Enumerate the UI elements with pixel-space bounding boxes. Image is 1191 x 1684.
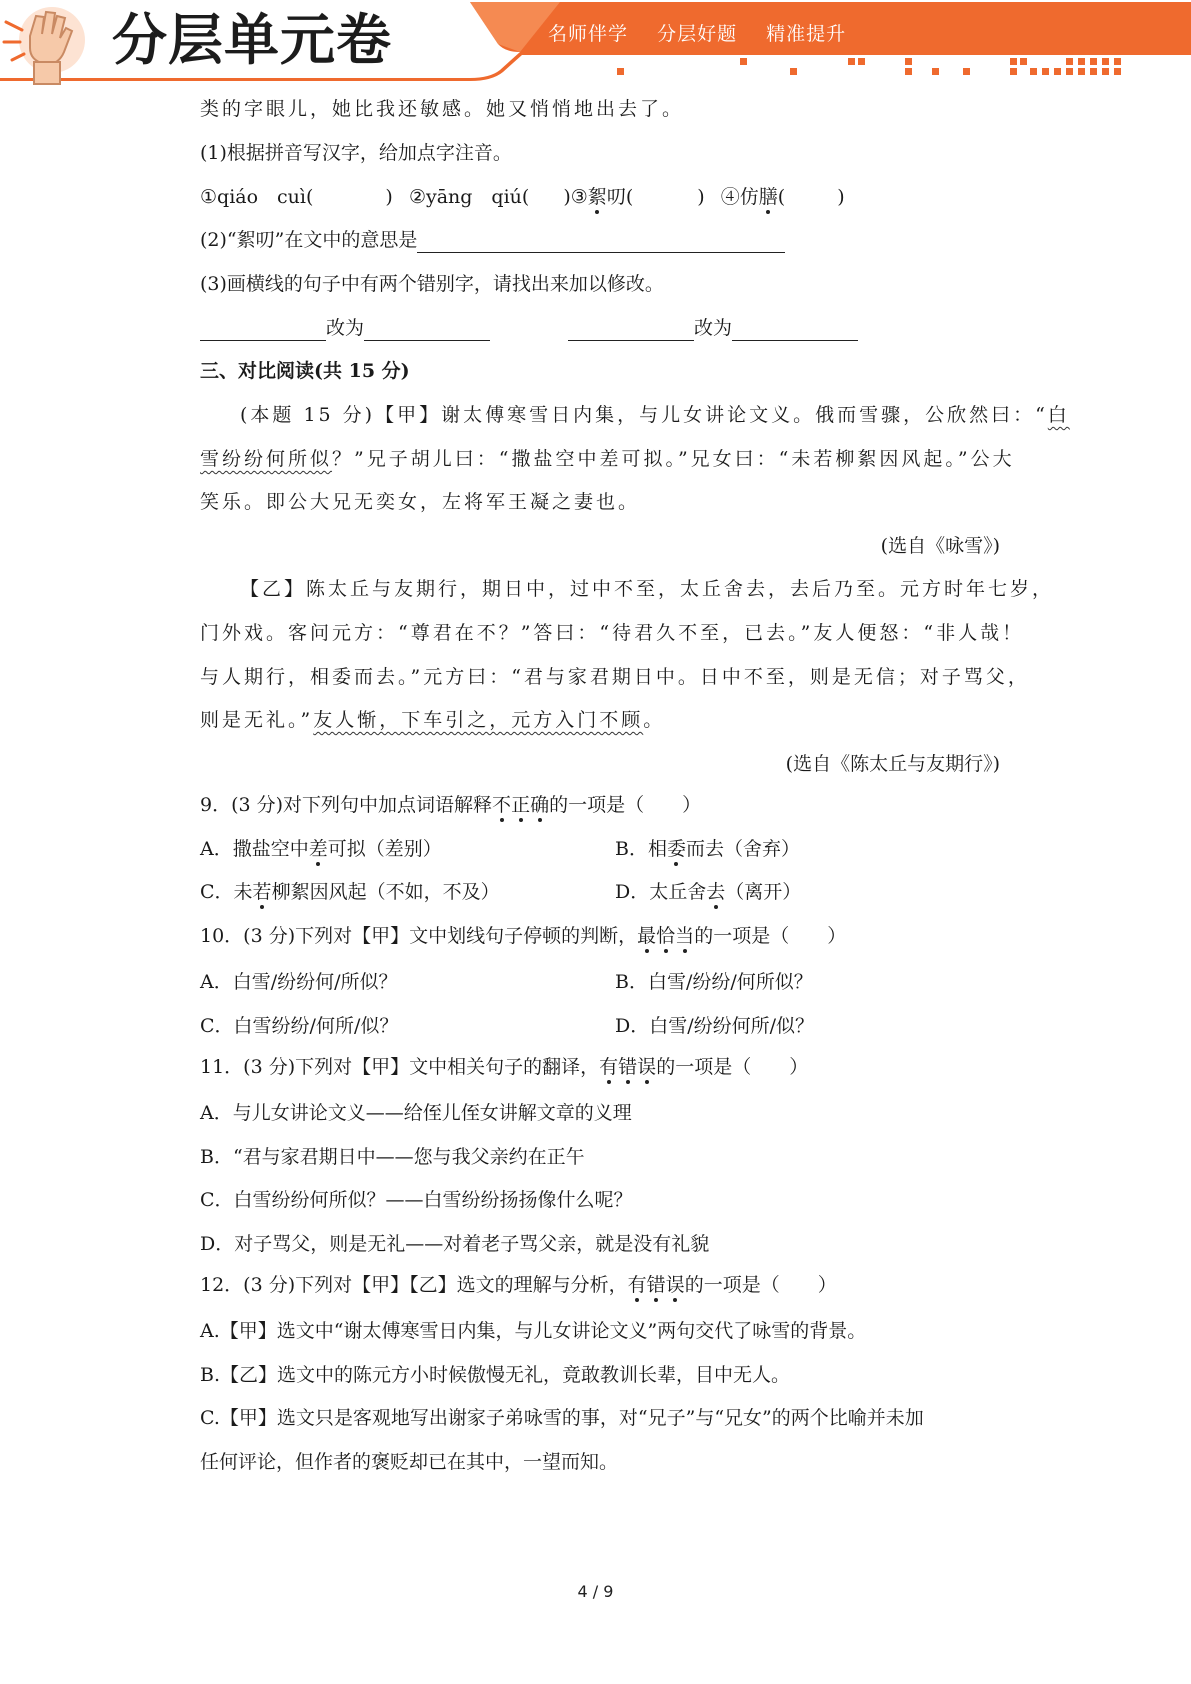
option-10b[interactable]: B．白雪/纷纷/何所似？ xyxy=(615,971,813,993)
dotted-text xyxy=(628,1274,685,1296)
slogan-item: 分层好题 xyxy=(657,23,738,45)
dotted-char: 委 xyxy=(666,838,686,860)
underlined-sentence: 友人惭，下车引之，元方入门不顾 xyxy=(313,709,644,731)
answer-blank[interactable] xyxy=(732,320,858,341)
option-10a[interactable]: A．白雪/纷纷何/所似？ xyxy=(200,971,398,993)
header-slogan xyxy=(548,19,868,46)
hand-icon xyxy=(4,7,85,84)
dotted-char: 去 xyxy=(706,881,726,903)
question-9: 9．(3 分)对下列句中加点词语解释不正确的一项是（ ） xyxy=(200,794,702,816)
option-12c[interactable]: C.【甲】选文只是客观地写出谢家子弟咏雪的事，对“兄子”与“兄女”的两个比喻并未加 xyxy=(200,1407,924,1429)
dotted-char: 不 xyxy=(492,794,512,816)
passage-yi-line: 【乙】陈太丘与友期行，期日中，过中不至，太丘舍去，去后乃至。元方时年七岁， xyxy=(240,578,1055,600)
passage-yi-line: 与人期行，相委而去。”元方曰：“君与家君期日中。日中不至，则是无信；对子骂父， xyxy=(200,666,1030,688)
dotted-char: 有 xyxy=(599,1056,619,1078)
dotted-char: 絮 xyxy=(587,186,607,208)
page-number: 4 / 9 xyxy=(577,1582,614,1601)
question-12: 12．(3 分)下列对【甲】【乙】选文的理解与分析，有错误的一项是（ ） xyxy=(200,1274,837,1296)
dotted-char: 恰 xyxy=(656,925,676,947)
passage-yi-line: 则是无礼。”友人惭，下车引之，元方入门不顾。 xyxy=(200,709,666,731)
answer-blank[interactable] xyxy=(200,320,326,341)
item-d: ④仿 xyxy=(720,186,759,208)
dotted-text xyxy=(492,794,549,816)
source-citation: (选自《陈太丘与友期行》) xyxy=(785,753,1000,775)
passage-jia-line: 雪纷纷何所似？”兄子胡儿曰：“撒盐空中差可拟。”兄女曰：“未若柳絮因风起。”公大 xyxy=(200,448,1015,470)
underlined-sentence: 雪纷纷何所似 xyxy=(200,448,333,470)
option-9a[interactable]: A．撒盐空中差可拟（差别） xyxy=(200,838,442,860)
option-12a[interactable]: A.【甲】选文中“谢太傅寒雪日内集，与儿女讲论文义”两句交代了咏雪的背景。 xyxy=(200,1320,867,1342)
option-12c-continued: 任何评论，但作者的褒贬却已在其中，一望而知。 xyxy=(200,1451,619,1473)
answer-blank[interactable] xyxy=(568,320,694,341)
option-11d[interactable]: D．对子骂父，则是无礼——对着老子骂父亲，就是没有礼貌 xyxy=(200,1233,710,1255)
dotted-char: 正 xyxy=(511,794,531,816)
item-b: ②yāng qiú( xyxy=(408,186,530,208)
answer-blank[interactable] xyxy=(417,232,785,253)
option-10c[interactable]: C．白雪纷纷/何所/似？ xyxy=(200,1015,399,1037)
option-9c[interactable]: C．未若柳絮因风起（不如，不及） xyxy=(200,881,500,903)
decor-squares xyxy=(617,58,1121,75)
question-10: 10．(3 分)下列对【甲】文中划线句子停顿的判断，最恰当的一项是（ ） xyxy=(200,925,847,947)
dotted-char: 最 xyxy=(637,925,657,947)
option-10d[interactable]: D．白雪/纷纷何所/似？ xyxy=(615,1015,815,1037)
answer-blank[interactable] xyxy=(364,320,490,341)
passage-jia-line: (本题 15 分)【甲】谢太傅寒雪日内集，与儿女讲论文义。俄而雪骤，公欣然曰：“白 xyxy=(240,404,1070,426)
option-11c[interactable]: C．白雪纷纷何所似？——白雪纷纷扬扬像什么呢？ xyxy=(200,1189,633,1211)
dotted-text xyxy=(599,1056,656,1078)
dotted-char: 膳 xyxy=(758,186,778,208)
option-12b[interactable]: B.【乙】选文中的陈元方小时候傲慢无礼，竟敢教训长辈，目中无人。 xyxy=(200,1364,791,1386)
dotted-text xyxy=(637,925,694,947)
underlined-sentence: 白 xyxy=(1047,404,1070,426)
section-heading: 三、对比阅读(共 15 分) xyxy=(200,360,410,382)
dotted-char: 有 xyxy=(627,1274,647,1296)
passage-jia-line: 笑乐。即公大兄无奕女，左将军王凝之妻也。 xyxy=(200,491,641,513)
slogan-item: 名师伴学 xyxy=(548,23,629,45)
question-11: 11．(3 分)下列对【甲】文中相关句子的翻译，有错误的一项是（ ） xyxy=(200,1056,809,1078)
dotted-char: 误 xyxy=(665,1274,685,1296)
option-11a[interactable]: A．与儿女讲论文义——给侄儿侄女讲解文章的义理 xyxy=(200,1102,632,1124)
dotted-char: 确 xyxy=(530,794,550,816)
question-1: (1)根据拼音写汉字，给加点字注音。 xyxy=(200,142,512,164)
option-9b[interactable]: B．相委而去（舍弃） xyxy=(615,838,800,860)
passage-yi-line: 门外戏。客问元方：“尊君在不？”答曰：“待君久不至，已去。”友人便怒：“非人哉！ xyxy=(200,622,1025,644)
dotted-char: 误 xyxy=(637,1056,657,1078)
page-header xyxy=(0,0,1191,100)
dotted-char: 当 xyxy=(675,925,695,947)
passage-tail: 类的字眼儿，她比我还敏感。她又悄悄地出去了。 xyxy=(200,98,685,120)
dotted-char: 错 xyxy=(646,1274,666,1296)
option-9d[interactable]: D．太丘舍去（离开） xyxy=(615,881,802,903)
dotted-char: 若 xyxy=(252,881,272,903)
dotted-char: 差 xyxy=(308,838,328,860)
source-citation: (选自《咏雪》) xyxy=(880,535,1000,557)
brand-title: 分层单元卷 xyxy=(112,8,393,72)
slogan-item: 精准提升 xyxy=(766,23,847,45)
correction-blanks: 改为 改为 xyxy=(200,315,858,341)
question-1-items: ①qiáo cuì( ) ②yāng qiú( )③絮叨( ) ④仿膳( ) xyxy=(200,186,845,208)
item-a: ①qiáo cuì( xyxy=(200,186,314,208)
question-3: (3)画横线的句子中有两个错别字，请找出来加以修改。 xyxy=(200,273,664,295)
question-2: (2)“絮叨”在文中的意思是 xyxy=(200,227,785,253)
option-11b[interactable]: B．“君与家君期日中——您与我父亲约在正午 xyxy=(200,1146,585,1168)
dotted-char: 错 xyxy=(618,1056,638,1078)
